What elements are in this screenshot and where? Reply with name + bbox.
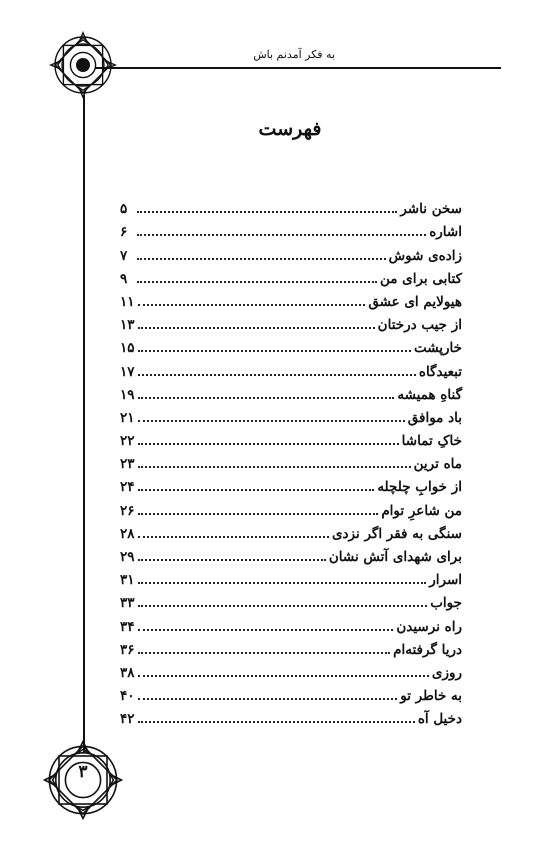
dot-leader bbox=[137, 281, 377, 283]
toc-entry-title: گناهِ همیشه bbox=[397, 386, 462, 403]
toc-entry[interactable] bbox=[120, 681, 462, 704]
toc-entry-page: ۵ bbox=[120, 201, 128, 218]
dot-leader bbox=[138, 374, 416, 376]
toc-entry-page: ۴۲ bbox=[120, 711, 135, 728]
toc-entry[interactable] bbox=[120, 194, 462, 217]
running-head: به فکر آمدنم باش bbox=[253, 48, 335, 61]
toc-entry[interactable] bbox=[120, 380, 462, 403]
dot-leader bbox=[137, 211, 397, 213]
toc-entry-page: ۱۹ bbox=[120, 386, 135, 403]
dot-leader bbox=[137, 234, 426, 236]
toc-entry-page: ۲۱ bbox=[120, 409, 135, 426]
toc-entry-page: ۹ bbox=[120, 270, 128, 287]
toc-entry[interactable] bbox=[120, 449, 462, 472]
toc-entry[interactable] bbox=[120, 356, 462, 379]
toc-entry-page: ۳۶ bbox=[120, 641, 135, 658]
toc-entry-title: دخیل آه bbox=[417, 711, 462, 728]
toc-entry-page: ۳۳ bbox=[120, 595, 135, 612]
toc-entry-page: ۷ bbox=[120, 247, 128, 264]
toc-entry[interactable] bbox=[120, 472, 462, 495]
toc-entry-title: سخن ناشر bbox=[400, 201, 462, 218]
toc-entry-page: ۲۳ bbox=[120, 456, 135, 473]
toc-entry-title: خاکِ تماشا bbox=[401, 433, 462, 450]
table-of-contents bbox=[120, 194, 462, 727]
toc-entry-title: کتابی برای من bbox=[379, 270, 462, 287]
toc-entry[interactable] bbox=[120, 588, 462, 611]
toc-entry-title: هیولایم ای عشق bbox=[368, 293, 462, 310]
toc-entry-page: ۱۵ bbox=[120, 340, 135, 357]
toc-entry-page: ۱۷ bbox=[120, 363, 135, 380]
dot-leader bbox=[138, 698, 398, 700]
toc-entry[interactable] bbox=[120, 542, 462, 565]
toc-entry-title: دریا گرفته‌ام bbox=[393, 641, 462, 658]
dot-leader bbox=[137, 258, 386, 260]
toc-entry-title: من شاعرِ توام bbox=[381, 502, 462, 519]
toc-entry-page: ۲۶ bbox=[120, 502, 135, 519]
toc-entry-page: ۲۲ bbox=[120, 433, 135, 450]
toc-entry-title: راه نرسیدن bbox=[396, 618, 462, 635]
dot-leader bbox=[138, 327, 375, 329]
dot-leader bbox=[138, 629, 394, 631]
dot-leader bbox=[138, 397, 395, 399]
dot-leader bbox=[138, 652, 391, 654]
toc-entry-title: اسرار bbox=[429, 572, 462, 589]
toc-entry[interactable] bbox=[120, 658, 462, 681]
dot-leader bbox=[138, 466, 411, 468]
toc-entry-page: ۲۸ bbox=[120, 525, 135, 542]
toc-entry[interactable] bbox=[120, 565, 462, 588]
toc-entry-page: ۲۴ bbox=[120, 479, 135, 496]
toc-entry-title: برای شهدای آتش نشان bbox=[328, 549, 462, 565]
toc-entry-title: سنگی به فقر اگر نزدی bbox=[331, 525, 462, 542]
dot-leader bbox=[138, 536, 329, 538]
toc-entry[interactable] bbox=[120, 495, 462, 518]
toc-entry[interactable] bbox=[120, 264, 462, 287]
dot-leader bbox=[138, 675, 429, 677]
page-number: ۳ bbox=[78, 762, 88, 782]
toc-entry[interactable] bbox=[120, 310, 462, 333]
dot-leader bbox=[138, 420, 405, 422]
dot-leader bbox=[138, 559, 326, 561]
toc-entry[interactable] bbox=[120, 704, 462, 727]
dot-leader bbox=[138, 582, 427, 584]
header-rule bbox=[95, 67, 501, 69]
toc-entry-page: ۶ bbox=[120, 224, 128, 241]
toc-entry-title: زاده‌ی شوش bbox=[388, 247, 462, 264]
toc-entry-title: از جیب درختان bbox=[377, 317, 462, 334]
dot-leader bbox=[138, 721, 415, 723]
toc-entry-title: به خاطر تو bbox=[400, 688, 462, 705]
dot-leader bbox=[138, 304, 366, 306]
toc-entry-page: ۲۹ bbox=[120, 549, 135, 565]
dot-leader bbox=[138, 350, 411, 352]
toc-entry[interactable] bbox=[120, 333, 462, 356]
toc-entry-page: ۳۸ bbox=[120, 664, 135, 681]
toc-entry-title: باد موافق bbox=[407, 409, 462, 426]
dot-leader bbox=[138, 605, 428, 607]
toc-entry-page: ۱۱ bbox=[120, 293, 135, 310]
toc-entry[interactable] bbox=[120, 403, 462, 426]
toc-entry-page: ۳۴ bbox=[120, 618, 135, 635]
toc-entry-title: تبعیدگاه bbox=[418, 363, 462, 380]
margin-rule bbox=[83, 95, 85, 753]
toc-entry-title: خارپشت bbox=[413, 340, 462, 357]
toc-entry[interactable] bbox=[120, 287, 462, 310]
toc-entry[interactable] bbox=[120, 611, 462, 634]
toc-entry-page: ۴۰ bbox=[120, 688, 135, 705]
dot-leader bbox=[138, 443, 399, 445]
dot-leader bbox=[138, 489, 375, 491]
toc-entry-title: از خوابِ چلچله bbox=[377, 479, 462, 496]
toc-entry[interactable] bbox=[120, 519, 462, 542]
toc-entry-title: اشاره bbox=[429, 224, 462, 241]
toc-entry-title: ماه ترین bbox=[413, 456, 462, 473]
toc-entry-title: جواب bbox=[430, 595, 462, 612]
toc-entry-page: ۱۳ bbox=[120, 317, 135, 334]
toc-entry[interactable] bbox=[120, 635, 462, 658]
toc-entry[interactable] bbox=[120, 217, 462, 240]
dot-leader bbox=[138, 513, 379, 515]
toc-entry-page: ۳۱ bbox=[120, 572, 135, 589]
toc-entry-title: روزی bbox=[431, 664, 462, 681]
page-title: فهرست bbox=[258, 118, 322, 140]
rosette-ornament-icon bbox=[48, 30, 118, 100]
toc-entry[interactable] bbox=[120, 240, 462, 263]
toc-entry[interactable] bbox=[120, 426, 462, 449]
